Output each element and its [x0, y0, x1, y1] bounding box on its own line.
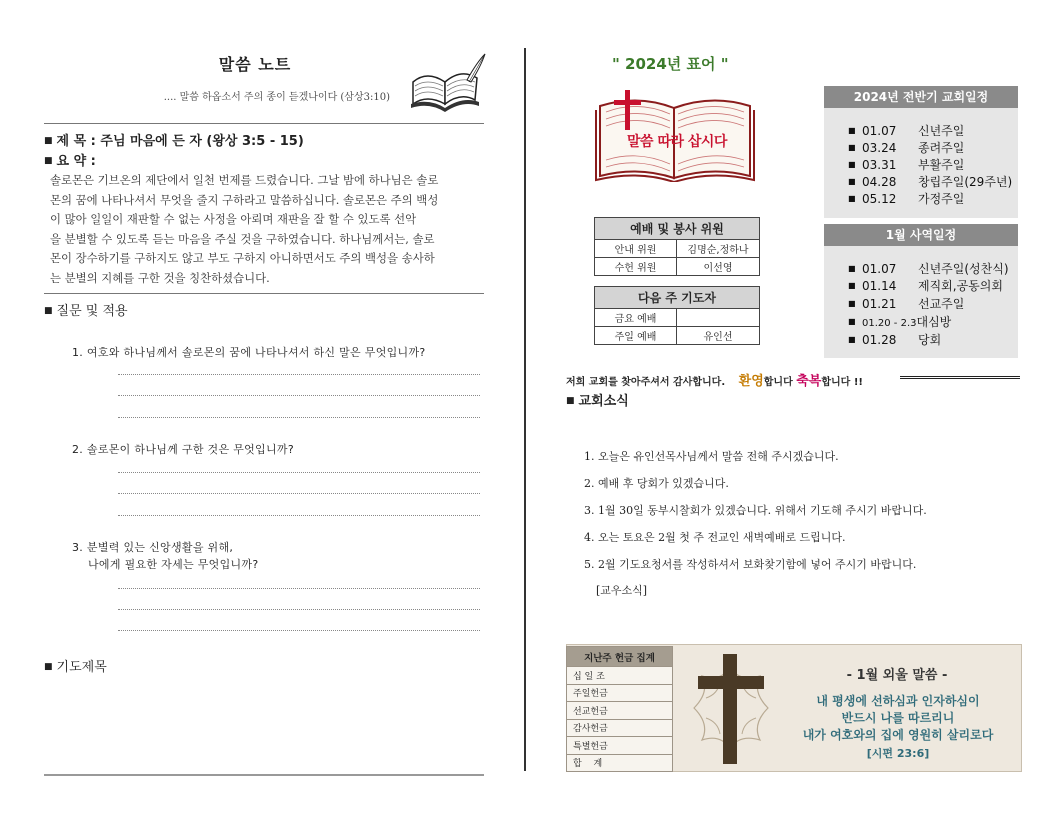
table-cell: 김명순,정하나 [677, 240, 760, 258]
table-cell: 이선영 [677, 258, 760, 276]
summary-line: 을 분별할 수 있도록 듣는 마음을 주실 것을 구하였습니다. 하나님께서는, 솔로 [50, 231, 435, 246]
column-divider [524, 48, 526, 771]
section-divider [44, 293, 484, 294]
news-signoff: [교우소식] [596, 584, 648, 597]
prayer-topics-line [44, 656, 107, 675]
square-bullet-icon: ■ [848, 317, 856, 326]
motto-title: " 2024년 표어 " [612, 55, 729, 73]
summary-line: 몬의 꿈에 나타나셔서 무엇을 줄지 구하라고 말씀하십니다. 솔로몬은 주의 백성 [50, 192, 439, 207]
table-cell: 선교헌금 [567, 702, 673, 720]
news-item: 3. 1월 30일 동부시찰회가 있겠습니다. 위해서 기도해 주시기 바랍니다. [584, 504, 927, 517]
question-text: 2. 솔로몬이 하나님께 구한 것은 무엇입니까? [72, 443, 294, 456]
next-prayer-table [594, 286, 760, 345]
welcome-highlight: 환영 [738, 374, 764, 389]
table-row [595, 240, 760, 258]
schedule-item: ■ 01.20 - 2.3대심방 [848, 315, 952, 329]
news-heading-line [566, 390, 629, 409]
motto-bible-graphic [594, 86, 756, 182]
square-bullet-icon: ■ [848, 264, 856, 273]
question-text: 1. 여호와 하나님께서 솔로몬의 꿈에 나타나셔서 하신 말은 무엇입니까? [72, 346, 426, 359]
offering-table-header: 지난주 헌금 집계 [567, 647, 673, 667]
schedule-item: ■ 01.28 당회 [848, 333, 942, 347]
table-cell: 특별헌금 [567, 737, 673, 755]
table-cell: 십 일 조 [567, 667, 673, 685]
question-3 [72, 539, 259, 573]
answer-line[interactable] [118, 515, 480, 516]
answer-line[interactable] [118, 493, 480, 494]
table-row [567, 684, 673, 702]
table-cell: 주일헌금 [567, 684, 673, 702]
memory-verse-reference: [시편 23:6] [866, 747, 930, 760]
square-bullet-icon: ■ [848, 299, 856, 308]
schedule-item: ■ 03.24 종려주일 [848, 141, 965, 155]
table-row [595, 309, 760, 327]
welcome-rule [900, 376, 1020, 379]
memory-verse-line: 내가 여호와의 집에 영원히 살리로다 [802, 728, 994, 742]
square-bullet-icon: ■ [44, 136, 53, 146]
questions-label: 질문 및 적용 [56, 304, 128, 319]
table-row [567, 667, 673, 685]
table-cell [677, 309, 760, 327]
question-text: 나에게 필요한 자세는 무엇입니까? [88, 558, 259, 571]
square-bullet-icon: ■ [848, 126, 856, 135]
table-row [567, 754, 673, 772]
answer-line[interactable] [118, 417, 480, 418]
answer-line[interactable] [118, 374, 480, 375]
table-row [567, 702, 673, 720]
square-bullet-icon: ■ [848, 194, 856, 203]
square-bullet-icon: ■ [44, 306, 53, 316]
news-item: 5. 2월 기도요청서를 작성하셔서 보화찾기함에 넣어 주시기 바랍니다. [584, 558, 917, 571]
offering-table [566, 646, 673, 772]
table-row [567, 719, 673, 737]
summary-label-line [44, 150, 96, 169]
square-bullet-icon: ■ [566, 396, 575, 406]
table-cell: 감사헌금 [567, 719, 673, 737]
schedule-item: ■ 01.07 신년주일 [848, 124, 965, 138]
table-cell: 안내 위원 [595, 240, 677, 258]
schedule-header: 2024년 전반기 교회일정 [824, 86, 1018, 108]
summary-line: 이 많아 일일이 재판할 수 없는 사정을 아뢰며 재판을 잘 할 수 있도록 선악 [50, 212, 417, 227]
table-row [567, 737, 673, 755]
square-bullet-icon: ■ [848, 281, 856, 290]
sermon-title: 제 목 : 주님 마음에 든 자 (왕상 3:5 - 15) [56, 134, 304, 149]
memory-verse-line: 내 평생에 선하심과 인자하심이 [816, 694, 980, 708]
open-book-quill-icon [405, 52, 487, 114]
news-item: 4. 오는 토요은 2월 첫 주 전교인 새벽예배로 드립니다. [584, 531, 846, 544]
sermon-summary [50, 171, 482, 289]
table-cell: 금요 예배 [595, 309, 677, 327]
page-subtitle: .... 말씀 하옵소서 주의 종이 듣겠나이다 (삼상3:10) [163, 92, 390, 103]
schedule-item: ■ 03.31 부활주일 [848, 158, 965, 172]
square-bullet-icon: ■ [44, 156, 53, 166]
prayer-topics-label: 기도제목 [56, 660, 107, 675]
cross-icon [690, 648, 772, 766]
welcome-message: 저희 교회를 찾아주셔서 감사합니다. 환영합니다 축복합니다 !! [566, 374, 863, 389]
answer-line[interactable] [118, 395, 480, 396]
schedule-item: ■ 01.14 제직회,공동의회 [848, 279, 1003, 293]
memory-verse-title: - 1월 외울 말씀 - [846, 668, 948, 683]
question-text: 3. 분별력 있는 신앙생활을 위해, [72, 541, 234, 554]
table-cell: 합 계 [567, 754, 673, 772]
summary-label: 요 약 : [56, 154, 96, 169]
service-table-header: 예배 및 봉사 위원 [595, 218, 760, 240]
schedule-header: 1월 사역일정 [824, 224, 1018, 246]
answer-line[interactable] [118, 609, 480, 610]
square-bullet-icon: ■ [848, 177, 856, 186]
news-item: 1. 오늘은 유인선목사님께서 말씀 전해 주시겠습니다. [584, 450, 839, 463]
prayer-table-header: 다음 주 기도자 [595, 287, 760, 309]
answer-line[interactable] [118, 630, 480, 631]
table-row [595, 327, 760, 345]
schedule-item: ■ 05.12 가정주일 [848, 192, 965, 206]
square-bullet-icon: ■ [848, 143, 856, 152]
table-row [595, 258, 760, 276]
summary-line: 몬이 장수하기를 구하지도 않고 부도 구하지 아니하면서도 주의 백성을 송사하 [50, 251, 435, 266]
motto-text: 말씀 따라 삽시다 [627, 134, 727, 150]
bottom-rule [44, 774, 484, 776]
service-committee-table [594, 217, 760, 276]
memory-verse-line: 반드시 나를 따르리니 [841, 711, 955, 725]
answer-line[interactable] [118, 588, 480, 589]
section-divider [44, 123, 484, 124]
table-cell: 유인선 [677, 327, 760, 345]
square-bullet-icon: ■ [848, 335, 856, 344]
questions-label-line [44, 300, 128, 319]
question-1 [72, 344, 426, 361]
summary-line: 는 분별의 지혜를 구한 것을 칭찬하셨습니다. [50, 270, 270, 285]
answer-line[interactable] [118, 472, 480, 473]
summary-line: 솔로몬은 기브온의 제단에서 일천 번제를 드렸습니다. 그날 밤에 하나님은 솔로 [50, 173, 439, 187]
square-bullet-icon: ■ [848, 160, 856, 169]
table-cell: 주일 예배 [595, 327, 677, 345]
schedule-item: ■ 04.28 창립주일(29주년) [848, 175, 1013, 189]
news-item: 2. 예배 후 당회가 있겠습니다. [584, 477, 729, 490]
blessing-highlight: 축복 [796, 374, 822, 389]
sermon-title-line [44, 130, 304, 149]
schedule-item: ■ 01.07 신년주일(성찬식) [848, 262, 1009, 276]
news-heading: 교회소식 [578, 394, 629, 409]
square-bullet-icon: ■ [44, 662, 53, 672]
schedule-item: ■ 01.21 선교주일 [848, 297, 965, 311]
question-2 [72, 441, 294, 458]
table-cell: 수헌 위원 [595, 258, 677, 276]
page-title: 말씀 노트 [218, 55, 292, 74]
